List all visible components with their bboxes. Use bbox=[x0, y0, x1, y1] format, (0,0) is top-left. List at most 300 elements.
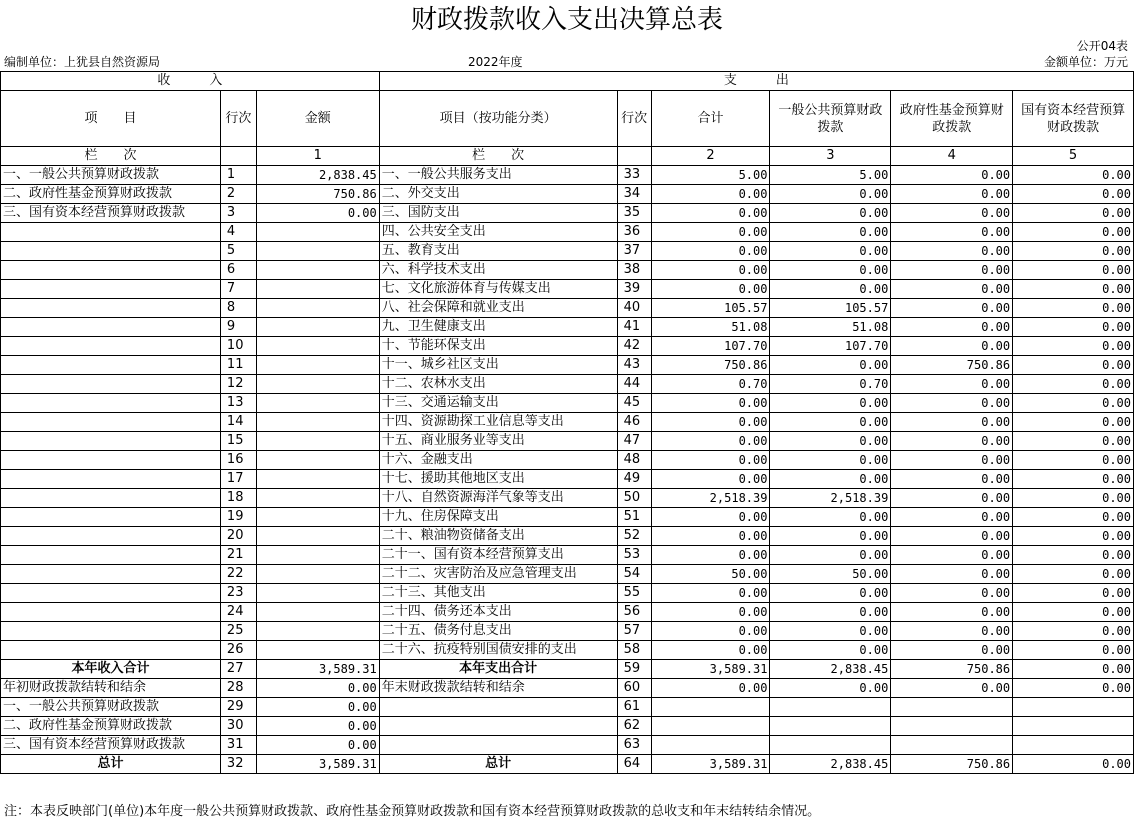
column-header-row bbox=[1, 91, 1134, 147]
cell-income-amount bbox=[256, 375, 379, 394]
cell-expense-total: 0.00 bbox=[651, 394, 770, 413]
cell-expense-line: 36 bbox=[617, 223, 651, 242]
cell-income-amount bbox=[256, 280, 379, 299]
cell-expense-line: 63 bbox=[617, 736, 651, 755]
table-row bbox=[1, 166, 1134, 185]
cell-income-item bbox=[1, 356, 221, 375]
cell-expense-item: 七、文化旅游体育与传媒支出 bbox=[379, 280, 617, 299]
cell-expense-fund: 0.00 bbox=[891, 394, 1013, 413]
cell-income-line: 27 bbox=[220, 660, 256, 679]
cell-expense-general: 50.00 bbox=[770, 565, 891, 584]
col-fund: 政府性基金预算财政拨款 bbox=[891, 91, 1013, 147]
cell-expense-line: 39 bbox=[617, 280, 651, 299]
cell-expense-line: 49 bbox=[617, 470, 651, 489]
cell-expense-fund: 0.00 bbox=[891, 641, 1013, 660]
cell-expense-total bbox=[651, 717, 770, 736]
cell-income-line: 13 bbox=[220, 394, 256, 413]
cell-income-line: 8 bbox=[220, 299, 256, 318]
cell-expense-state: 0.00 bbox=[1013, 432, 1134, 451]
cell-income-item bbox=[1, 318, 221, 337]
cell-expense-fund: 0.00 bbox=[891, 375, 1013, 394]
cell-income-item bbox=[1, 299, 221, 318]
table-row bbox=[1, 451, 1134, 470]
cell-expense-item: 十八、自然资源海洋气象等支出 bbox=[379, 489, 617, 508]
cell-expense-state: 0.00 bbox=[1013, 261, 1134, 280]
cell-expense-general: 0.00 bbox=[770, 508, 891, 527]
cell-expense-total: 0.00 bbox=[651, 546, 770, 565]
section-header-row bbox=[1, 72, 1134, 91]
budget-table bbox=[0, 71, 1134, 774]
cell-expense-general bbox=[770, 736, 891, 755]
cell-income-line: 4 bbox=[220, 223, 256, 242]
cell-expense-state: 0.00 bbox=[1013, 280, 1134, 299]
cell-expense-item: 九、卫生健康支出 bbox=[379, 318, 617, 337]
cell-income-amount: 3,589.31 bbox=[256, 755, 379, 774]
cell-expense-fund: 0.00 bbox=[891, 413, 1013, 432]
cell-income-amount bbox=[256, 584, 379, 603]
table-row bbox=[1, 413, 1134, 432]
cell-expense-fund: 750.86 bbox=[891, 660, 1013, 679]
cell-expense-total: 0.00 bbox=[651, 242, 770, 261]
cell-expense-total bbox=[651, 736, 770, 755]
cell-expense-fund: 0.00 bbox=[891, 318, 1013, 337]
col-index-5: 5 bbox=[1013, 147, 1134, 166]
cell-income-line: 25 bbox=[220, 622, 256, 641]
cell-expense-item: 五、教育支出 bbox=[379, 242, 617, 261]
cell-income-item bbox=[1, 546, 221, 565]
cell-expense-total: 0.00 bbox=[651, 204, 770, 223]
cell-expense-general bbox=[770, 698, 891, 717]
cell-expense-line: 51 bbox=[617, 508, 651, 527]
cell-expense-line: 60 bbox=[617, 679, 651, 698]
cell-expense-total: 51.08 bbox=[651, 318, 770, 337]
cell-expense-line: 45 bbox=[617, 394, 651, 413]
cell-income-line: 29 bbox=[220, 698, 256, 717]
cell-income-amount bbox=[256, 603, 379, 622]
col-general: 一般公共预算财政拨款 bbox=[770, 91, 891, 147]
cell-income-line: 6 bbox=[220, 261, 256, 280]
cell-expense-fund: 0.00 bbox=[891, 261, 1013, 280]
cell-income-amount bbox=[256, 546, 379, 565]
cell-expense-fund: 0.00 bbox=[891, 337, 1013, 356]
cell-expense-general: 0.00 bbox=[770, 242, 891, 261]
table-row bbox=[1, 318, 1134, 337]
cell-income-item bbox=[1, 470, 221, 489]
table-row bbox=[1, 356, 1134, 375]
cell-income-amount bbox=[256, 337, 379, 356]
cell-income-item bbox=[1, 565, 221, 584]
cell-expense-line: 61 bbox=[617, 698, 651, 717]
cell-expense-state: 0.00 bbox=[1013, 508, 1134, 527]
cell-expense-fund: 0.00 bbox=[891, 527, 1013, 546]
cell-expense-total: 0.00 bbox=[651, 280, 770, 299]
cell-expense-state: 0.00 bbox=[1013, 394, 1134, 413]
cell-expense-fund bbox=[891, 698, 1013, 717]
cell-expense-state: 0.00 bbox=[1013, 603, 1134, 622]
lan-left: 栏 次 bbox=[1, 147, 221, 166]
expense-header: 支 出 bbox=[379, 72, 1133, 91]
cell-income-amount bbox=[256, 432, 379, 451]
cell-income-amount: 2,838.45 bbox=[256, 166, 379, 185]
money-unit: 金额单位：万元 bbox=[1043, 55, 1128, 69]
cell-expense-state: 0.00 bbox=[1013, 413, 1134, 432]
cell-expense-fund: 0.00 bbox=[891, 565, 1013, 584]
cell-income-item bbox=[1, 280, 221, 299]
cell-income-item bbox=[1, 451, 221, 470]
cell-expense-state bbox=[1013, 717, 1134, 736]
table-row bbox=[1, 280, 1134, 299]
cell-expense-general: 0.00 bbox=[770, 584, 891, 603]
cell-expense-line: 48 bbox=[617, 451, 651, 470]
cell-expense-fund: 0.00 bbox=[891, 204, 1013, 223]
cell-expense-total: 0.70 bbox=[651, 375, 770, 394]
cell-income-amount: 0.00 bbox=[256, 736, 379, 755]
fiscal-year: 2022年度 bbox=[468, 55, 523, 69]
cell-expense-line: 53 bbox=[617, 546, 651, 565]
cell-income-amount: 3,589.31 bbox=[256, 660, 379, 679]
cell-expense-item: 二十四、债务还本支出 bbox=[379, 603, 617, 622]
table-row bbox=[1, 565, 1134, 584]
col-state: 国有资本经营预算财政拨款 bbox=[1013, 91, 1134, 147]
cell-income-item: 三、国有资本经营预算财政拨款 bbox=[1, 736, 221, 755]
cell-expense-state: 0.00 bbox=[1013, 356, 1134, 375]
cell-income-amount bbox=[256, 508, 379, 527]
cell-expense-total: 0.00 bbox=[651, 508, 770, 527]
cell-income-item bbox=[1, 622, 221, 641]
cell-expense-line: 56 bbox=[617, 603, 651, 622]
cell-expense-line: 33 bbox=[617, 166, 651, 185]
cell-income-item bbox=[1, 223, 221, 242]
cell-income-item bbox=[1, 584, 221, 603]
cell-expense-item: 十七、援助其他地区支出 bbox=[379, 470, 617, 489]
income-header: 收 入 bbox=[1, 72, 380, 91]
col-index-2: 2 bbox=[651, 147, 770, 166]
cell-income-amount bbox=[256, 299, 379, 318]
cell-income-line: 11 bbox=[220, 356, 256, 375]
cell-expense-fund: 0.00 bbox=[891, 185, 1013, 204]
cell-expense-state: 0.00 bbox=[1013, 318, 1134, 337]
cell-expense-item bbox=[379, 698, 617, 717]
cell-income-line: 30 bbox=[220, 717, 256, 736]
cell-expense-line: 44 bbox=[617, 375, 651, 394]
table-row bbox=[1, 299, 1134, 318]
cell-expense-fund: 0.00 bbox=[891, 584, 1013, 603]
form-code: 公开04表 bbox=[1076, 39, 1128, 53]
cell-income-amount bbox=[256, 261, 379, 280]
cell-expense-total: 2,518.39 bbox=[651, 489, 770, 508]
cell-expense-fund: 0.00 bbox=[891, 546, 1013, 565]
compiling-unit: 编制单位：上犹县自然资源局 bbox=[4, 55, 161, 69]
cell-expense-fund: 750.86 bbox=[891, 755, 1013, 774]
table-row bbox=[1, 223, 1134, 242]
cell-expense-total: 3,589.31 bbox=[651, 755, 770, 774]
cell-income-line: 19 bbox=[220, 508, 256, 527]
cell-expense-fund: 0.00 bbox=[891, 242, 1013, 261]
cell-income-amount: 750.86 bbox=[256, 185, 379, 204]
cell-income-item: 一、一般公共预算财政拨款 bbox=[1, 166, 221, 185]
cell-expense-total: 0.00 bbox=[651, 527, 770, 546]
cell-expense-state: 0.00 bbox=[1013, 641, 1134, 660]
cell-income-line: 16 bbox=[220, 451, 256, 470]
cell-expense-state bbox=[1013, 736, 1134, 755]
cell-expense-state: 0.00 bbox=[1013, 584, 1134, 603]
cell-income-amount: 0.00 bbox=[256, 679, 379, 698]
cell-expense-line: 46 bbox=[617, 413, 651, 432]
cell-expense-item: 二十六、抗疫特别国债安排的支出 bbox=[379, 641, 617, 660]
table-row bbox=[1, 755, 1134, 774]
cell-expense-item: 十一、城乡社区支出 bbox=[379, 356, 617, 375]
cell-expense-line: 40 bbox=[617, 299, 651, 318]
col-line2: 行次 bbox=[617, 91, 651, 147]
cell-income-item: 二、政府性基金预算财政拨款 bbox=[1, 717, 221, 736]
cell-income-line: 31 bbox=[220, 736, 256, 755]
table-row bbox=[1, 185, 1134, 204]
cell-expense-state: 0.00 bbox=[1013, 470, 1134, 489]
cell-income-line: 18 bbox=[220, 489, 256, 508]
cell-income-item bbox=[1, 527, 221, 546]
cell-expense-state: 0.00 bbox=[1013, 242, 1134, 261]
cell-income-line: 17 bbox=[220, 470, 256, 489]
cell-income-amount bbox=[256, 489, 379, 508]
cell-expense-fund: 0.00 bbox=[891, 470, 1013, 489]
cell-expense-general: 0.00 bbox=[770, 622, 891, 641]
cell-income-item bbox=[1, 432, 221, 451]
cell-expense-line: 35 bbox=[617, 204, 651, 223]
cell-income-line: 5 bbox=[220, 242, 256, 261]
cell-income-amount: 0.00 bbox=[256, 698, 379, 717]
cell-expense-item: 十六、金融支出 bbox=[379, 451, 617, 470]
cell-expense-total: 0.00 bbox=[651, 451, 770, 470]
cell-income-item bbox=[1, 242, 221, 261]
table-row bbox=[1, 679, 1134, 698]
cell-expense-item: 十、节能环保支出 bbox=[379, 337, 617, 356]
cell-expense-state: 0.00 bbox=[1013, 299, 1134, 318]
cell-expense-total: 0.00 bbox=[651, 261, 770, 280]
cell-expense-line: 41 bbox=[617, 318, 651, 337]
cell-expense-item: 二十、粮油物资储备支出 bbox=[379, 527, 617, 546]
table-row bbox=[1, 394, 1134, 413]
cell-income-line: 22 bbox=[220, 565, 256, 584]
cell-income-item: 一、一般公共预算财政拨款 bbox=[1, 698, 221, 717]
cell-expense-fund: 0.00 bbox=[891, 622, 1013, 641]
cell-income-item bbox=[1, 641, 221, 660]
cell-expense-item: 总计 bbox=[379, 755, 617, 774]
cell-expense-general: 2,518.39 bbox=[770, 489, 891, 508]
cell-expense-item: 十五、商业服务业等支出 bbox=[379, 432, 617, 451]
cell-expense-general: 2,838.45 bbox=[770, 755, 891, 774]
cell-expense-line: 50 bbox=[617, 489, 651, 508]
cell-expense-item: 一、一般公共服务支出 bbox=[379, 166, 617, 185]
cell-expense-fund: 0.00 bbox=[891, 280, 1013, 299]
cell-expense-item: 十二、农林水支出 bbox=[379, 375, 617, 394]
col-item: 项 目 bbox=[1, 91, 221, 147]
table-row bbox=[1, 337, 1134, 356]
cell-income-item: 本年收入合计 bbox=[1, 660, 221, 679]
cell-expense-item: 十四、资源勘探工业信息等支出 bbox=[379, 413, 617, 432]
cell-expense-general: 107.70 bbox=[770, 337, 891, 356]
cell-expense-state: 0.00 bbox=[1013, 223, 1134, 242]
cell-expense-state: 0.00 bbox=[1013, 166, 1134, 185]
cell-expense-total: 0.00 bbox=[651, 622, 770, 641]
cell-expense-total: 0.00 bbox=[651, 470, 770, 489]
cell-expense-fund: 0.00 bbox=[891, 166, 1013, 185]
cell-income-line: 12 bbox=[220, 375, 256, 394]
cell-expense-line: 37 bbox=[617, 242, 651, 261]
cell-expense-general: 0.00 bbox=[770, 546, 891, 565]
cell-expense-general: 0.00 bbox=[770, 413, 891, 432]
cell-expense-general: 0.00 bbox=[770, 280, 891, 299]
cell-expense-line: 38 bbox=[617, 261, 651, 280]
cell-expense-state: 0.00 bbox=[1013, 565, 1134, 584]
cell-expense-item bbox=[379, 717, 617, 736]
cell-expense-total: 0.00 bbox=[651, 641, 770, 660]
cell-expense-total: 0.00 bbox=[651, 603, 770, 622]
lan-right: 栏 次 bbox=[379, 147, 617, 166]
page-title: 财政拨款收入支出决算总表 bbox=[410, 5, 723, 35]
cell-income-line: 20 bbox=[220, 527, 256, 546]
cell-expense-state: 0.00 bbox=[1013, 337, 1134, 356]
cell-expense-total bbox=[651, 698, 770, 717]
cell-expense-line: 58 bbox=[617, 641, 651, 660]
cell-expense-item: 二十三、其他支出 bbox=[379, 584, 617, 603]
cell-income-amount bbox=[256, 356, 379, 375]
cell-income-amount bbox=[256, 451, 379, 470]
cell-expense-total: 0.00 bbox=[651, 679, 770, 698]
cell-income-amount bbox=[256, 527, 379, 546]
cell-income-line: 3 bbox=[220, 204, 256, 223]
cell-expense-general: 0.00 bbox=[770, 527, 891, 546]
cell-expense-general: 0.00 bbox=[770, 603, 891, 622]
lan-blank bbox=[220, 147, 256, 166]
cell-expense-item: 年末财政拨款结转和结余 bbox=[379, 679, 617, 698]
cell-expense-item: 二十一、国有资本经营预算支出 bbox=[379, 546, 617, 565]
col-amount: 金额 bbox=[256, 91, 379, 147]
cell-income-line: 15 bbox=[220, 432, 256, 451]
col-item-func: 项目（按功能分类） bbox=[379, 91, 617, 147]
table-row bbox=[1, 660, 1134, 679]
cell-expense-general: 2,838.45 bbox=[770, 660, 891, 679]
cell-expense-total: 0.00 bbox=[651, 432, 770, 451]
cell-expense-item: 本年支出合计 bbox=[379, 660, 617, 679]
cell-expense-total: 0.00 bbox=[651, 185, 770, 204]
col-index-1: 1 bbox=[256, 147, 379, 166]
cell-expense-line: 47 bbox=[617, 432, 651, 451]
table-row bbox=[1, 261, 1134, 280]
cell-expense-total: 750.86 bbox=[651, 356, 770, 375]
cell-expense-total: 5.00 bbox=[651, 166, 770, 185]
cell-expense-general: 0.00 bbox=[770, 261, 891, 280]
cell-expense-item: 十三、交通运输支出 bbox=[379, 394, 617, 413]
footnote: 注：本表反映部门(单位)本年度一般公共预算财政拨款、政府性基金预算财政拨款和国有资本经营预算财政拨款的总收支和年末结转结余情况。 bbox=[4, 804, 821, 819]
cell-expense-state: 0.00 bbox=[1013, 622, 1134, 641]
cell-income-amount bbox=[256, 394, 379, 413]
table-row bbox=[1, 375, 1134, 394]
table-row bbox=[1, 717, 1134, 736]
table-row bbox=[1, 508, 1134, 527]
cell-income-amount bbox=[256, 641, 379, 660]
table-row bbox=[1, 546, 1134, 565]
cell-income-line: 24 bbox=[220, 603, 256, 622]
cell-expense-general: 51.08 bbox=[770, 318, 891, 337]
cell-expense-item bbox=[379, 736, 617, 755]
cell-expense-general: 0.00 bbox=[770, 223, 891, 242]
table-row bbox=[1, 242, 1134, 261]
table-row bbox=[1, 432, 1134, 451]
cell-expense-fund: 0.00 bbox=[891, 451, 1013, 470]
cell-expense-general: 0.00 bbox=[770, 432, 891, 451]
cell-income-line: 9 bbox=[220, 318, 256, 337]
cell-income-item bbox=[1, 261, 221, 280]
cell-expense-general: 5.00 bbox=[770, 166, 891, 185]
cell-expense-fund: 0.00 bbox=[891, 679, 1013, 698]
table-row bbox=[1, 603, 1134, 622]
column-index-row bbox=[1, 147, 1134, 166]
cell-expense-line: 52 bbox=[617, 527, 651, 546]
cell-income-item bbox=[1, 603, 221, 622]
col-index-3: 3 bbox=[770, 147, 891, 166]
cell-income-amount bbox=[256, 470, 379, 489]
cell-income-line: 23 bbox=[220, 584, 256, 603]
cell-expense-fund: 0.00 bbox=[891, 508, 1013, 527]
cell-expense-fund: 0.00 bbox=[891, 223, 1013, 242]
table-row bbox=[1, 584, 1134, 603]
cell-expense-general: 105.57 bbox=[770, 299, 891, 318]
cell-expense-total: 0.00 bbox=[651, 223, 770, 242]
cell-expense-general bbox=[770, 717, 891, 736]
cell-income-line: 14 bbox=[220, 413, 256, 432]
cell-income-line: 26 bbox=[220, 641, 256, 660]
cell-income-line: 2 bbox=[220, 185, 256, 204]
cell-expense-general: 0.70 bbox=[770, 375, 891, 394]
cell-income-amount bbox=[256, 622, 379, 641]
cell-income-item bbox=[1, 413, 221, 432]
cell-expense-general: 0.00 bbox=[770, 185, 891, 204]
cell-expense-line: 62 bbox=[617, 717, 651, 736]
cell-expense-state bbox=[1013, 698, 1134, 717]
cell-expense-general: 0.00 bbox=[770, 356, 891, 375]
cell-expense-state: 0.00 bbox=[1013, 660, 1134, 679]
cell-income-item bbox=[1, 394, 221, 413]
cell-income-line: 7 bbox=[220, 280, 256, 299]
cell-expense-state: 0.00 bbox=[1013, 679, 1134, 698]
cell-expense-state: 0.00 bbox=[1013, 451, 1134, 470]
cell-income-item: 二、政府性基金预算财政拨款 bbox=[1, 185, 221, 204]
cell-expense-fund: 0.00 bbox=[891, 299, 1013, 318]
cell-expense-item: 四、公共安全支出 bbox=[379, 223, 617, 242]
cell-income-item: 三、国有资本经营预算财政拨款 bbox=[1, 204, 221, 223]
cell-income-item bbox=[1, 489, 221, 508]
col-line: 行次 bbox=[220, 91, 256, 147]
cell-expense-item: 二十五、债务付息支出 bbox=[379, 622, 617, 641]
cell-income-line: 10 bbox=[220, 337, 256, 356]
lan-blank2 bbox=[617, 147, 651, 166]
cell-expense-total: 3,589.31 bbox=[651, 660, 770, 679]
cell-expense-item: 三、国防支出 bbox=[379, 204, 617, 223]
cell-expense-line: 34 bbox=[617, 185, 651, 204]
cell-income-amount: 0.00 bbox=[256, 717, 379, 736]
cell-expense-general: 0.00 bbox=[770, 204, 891, 223]
cell-expense-fund: 0.00 bbox=[891, 432, 1013, 451]
cell-income-amount bbox=[256, 565, 379, 584]
table-row bbox=[1, 641, 1134, 660]
cell-expense-item: 十九、住房保障支出 bbox=[379, 508, 617, 527]
cell-expense-state: 0.00 bbox=[1013, 755, 1134, 774]
cell-income-line: 28 bbox=[220, 679, 256, 698]
cell-expense-general: 0.00 bbox=[770, 451, 891, 470]
cell-expense-general: 0.00 bbox=[770, 470, 891, 489]
cell-expense-fund: 750.86 bbox=[891, 356, 1013, 375]
cell-expense-fund: 0.00 bbox=[891, 489, 1013, 508]
